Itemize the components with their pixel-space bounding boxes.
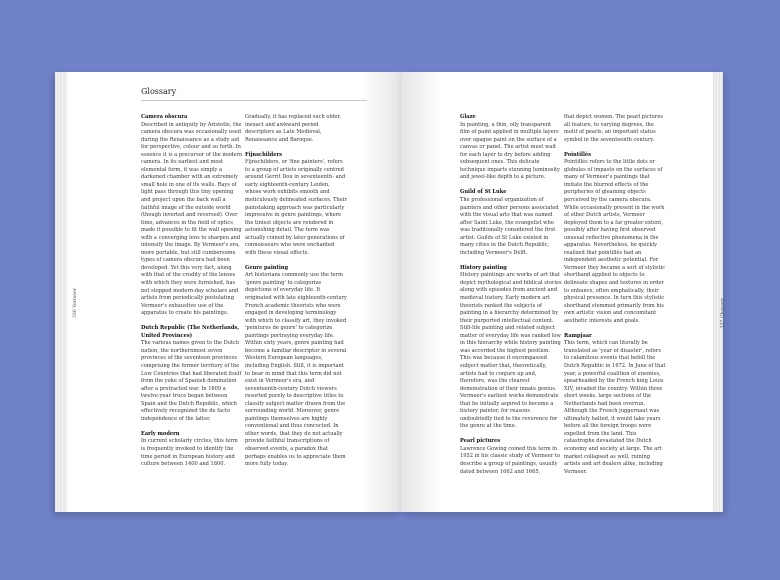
glossary-definition: History paintings are works of art that depict mythological and biblical stories along with episodes from ancient and medieval history. Early modern art theorists ranked the subjects of painting in a hierarchy determined by their purported intellectual content. Still-life painting and related subject matter of everyday life was ranked low in this hierarchy while history painting was accorded the highest position. This was because it encompassed subject matter that, theoretically, artists had to conjure up and, therefore, was the clearest demonstration of their innate genius. Vermeer's earliest works demonstrate that he initially aspired to become a history painter, for reasons undoubtedly tied to the reverence for the genre at the time. [460, 272, 562, 430]
glossary-definition: Described in antiquity by Aristotle, the camera obscura was occasionally used during the Renaissance as a study aid for perspective, colour and so forth. In essence it is a precursor of the modern camera. In its earliest and most elemental form, it was simply a darkened chamber with an extremely small hole in one of its walls. Rays of light pass through this tiny opening and project upon the back wall a faithful image of the outside world (though inverted and reversed). Over time, advances in the field of optics made it possible to fit the wall opening with a converging lens to sharpen and intensify the image. By Vermeer's era, more portable, but still cumbersome types of camera obscura had been developed. Yet this very fact, along with that of the crudity of the lenses with which they were furnished, has not stopped modern-day scholars and artists from periodically postulating Vermeer's exhaustive use of the apparatus to create his paintings. [141, 121, 243, 317]
page-heading: Glossary [141, 87, 177, 96]
page-edges-right [713, 72, 723, 512]
page-edges-left [55, 72, 67, 512]
glossary-definition: Art historians commonly use the term 'genre painting' to categorize depictions of everyday life. It originated with late eighteenth-century French academic theorists who were engaged in developing terminology with which to classify art, they invoked 'peintures de genre' to categorize paintings portraying everyday life. Within sixty years, genre painting had become a familiar descriptor in several Western European languages, including English. Still, it is important to bear in mind that this term did not exist in Vermeer's era, and seventeenth-century Dutch viewers resorted purely to descriptive titles to classify subject matter drawn from the surrounding world. Moreover, genre paintings themselves are highly conventional and thus concocted. In other words, that they do not actually provide faithful transcriptions of observed events, a paradox that perhaps enables us to appreciate them more fully today. [245, 272, 347, 468]
glossary-entry [564, 333, 666, 476]
glossary-entry [460, 265, 562, 431]
glossary-definition: The professional organization of painters and other persons associated with the visual arts that was named after Saint Luke, the evangelist who was traditionally considered the first artist. Guilds of St Luke existed in many cities in the Dutch Republic, including Vermeer's Delft. [460, 196, 559, 256]
glossary-term: Camera obscura [141, 114, 188, 120]
glossary-entry [460, 438, 562, 476]
glossary-term: History painting [460, 264, 507, 271]
glossary-term: Glaze [460, 114, 476, 120]
glossary-definition: Gradually, it has replaced such older, inexact and awkward period descriptors as Late Medieval, Renaissance and Baroque. [245, 114, 341, 143]
glossary-entry [460, 114, 562, 182]
glossary-entry [141, 114, 243, 318]
glossary-term: Dutch Republic (The Netherlands, United Provinces) [141, 325, 240, 339]
folio-right: 337 Glossary [720, 298, 725, 329]
right-page [401, 72, 723, 512]
glossary-entry [245, 265, 347, 469]
glossary-definition: In painting, a thin, oily transparent film of paint applied in multiple layers over opaque paint on the surface of a canvas or panel. The artist must wait for each layer to dry before adding subsequent ones. This delicate technique imparts stunning luminosity and jewel-like depth to a picture. [460, 121, 560, 181]
glossary-entry [141, 325, 243, 423]
text-column [460, 114, 562, 484]
glossary-entry [460, 189, 562, 257]
glossary-term: Genre painting [245, 264, 289, 271]
glossary-term: Pearl pictures [460, 438, 501, 445]
glossary-term: Fijnschilders [245, 151, 282, 158]
text-column [141, 114, 243, 476]
glossary-term: Early modern [141, 430, 180, 437]
glossary-definition: In current scholarly circles, this term is frequently invoked to identify the time period in European history and culture between 1400 and 1800. [141, 438, 238, 468]
open-book [55, 72, 723, 512]
text-column [564, 114, 666, 484]
glossary-entry [564, 114, 666, 144]
glossary-definition: The various names given to the Dutch nation, the northernmost seven provinces of the seventeen provinces comprising the former territory of the Low Countries that had liberated itself from the yoke of Spanish domination after a protracted war. In 1609 a twelve-year truce began between Spain and the Dutch Republic, which effectively recognized the de facto independence of the latter. [141, 340, 242, 422]
glossary-entry [141, 431, 243, 469]
glossary-definition: Lawrence Gowing coined this term in 1952 in his classic study of Vermeer to describe a group of paintings, usually dated between 1662 and 1665, [460, 445, 561, 475]
gutter-shadow-right [401, 72, 441, 512]
gutter-shadow-left [361, 72, 401, 512]
glossary-entry [245, 114, 347, 144]
folio-left: 336 Vermeer [73, 287, 78, 318]
glossary-definition: Pointillés refers to the little dots or globules of impasto on the surfaces of many of Vermeer's paintings that imitate the blurred effects of the peripheries of gleaming objects perceived by the camera obscura. While occasionally present in the work of other Dutch artists, Vermeer deployed them to a far greater extent, possibly after having first observed unusual reflective phenomena in the apparatus. Nevertheless, he quickly realized that pointillés had an independent aesthetic potential. For Vermeer they became a sort of stylistic shorthand applied to objects to delineate shapes and textures in order to enhance, often emphatically, their physical presence. In turn this stylistic shorthand stemmed primarily from his own artistic vision and concomitant aesthetic interests and goals. [564, 159, 665, 324]
glossary-entry [564, 152, 666, 326]
glossary-entry [245, 152, 347, 258]
glossary-term: Rampjaar [564, 332, 592, 339]
text-column [245, 114, 347, 476]
glossary-term: Guild of St Luke [460, 189, 507, 196]
heading-rule [141, 100, 367, 101]
glossary-definition: Fijnschilders, or 'fine painters', refers to a group of artists originally centred around Gerrit Dou in seventeenth- and early eighteenth-century Leiden, whose work exhibits smooth and meticulously delineated surfaces. Their painstaking approach was particularly impressive in genre paintings, where the tiniest objects are rendered in astonishing detail. The term was actually coined by later generations of connoisseurs who were enchanted with these visual effects. [245, 159, 347, 256]
glossary-term: Pointillés [564, 151, 591, 158]
glossary-definition: This term, which can literally be translated as 'year of disaster', refers to calamitous events that befell the Dutch Republic in 1672. In June of that year, a powerful coalition of enemies, spearheaded by the French king Louis XIV, invaded the country. Within three short weeks, large sections of the Netherlands had been overrun. Although the French juggernaut was ultimately halted, it would take years before all the foreign troops were expelled from the land. This catastrophe devastated the Dutch economy and society at large. The art market collapsed as well, ruining artists and art dealers alike, including Vermeer. [564, 340, 666, 475]
left-page [55, 72, 401, 512]
glossary-definition: that depict women. The pearl pictures all feature, to varying degrees, the motif of pearls, an important status symbol in the seventeenth century. [564, 114, 663, 143]
